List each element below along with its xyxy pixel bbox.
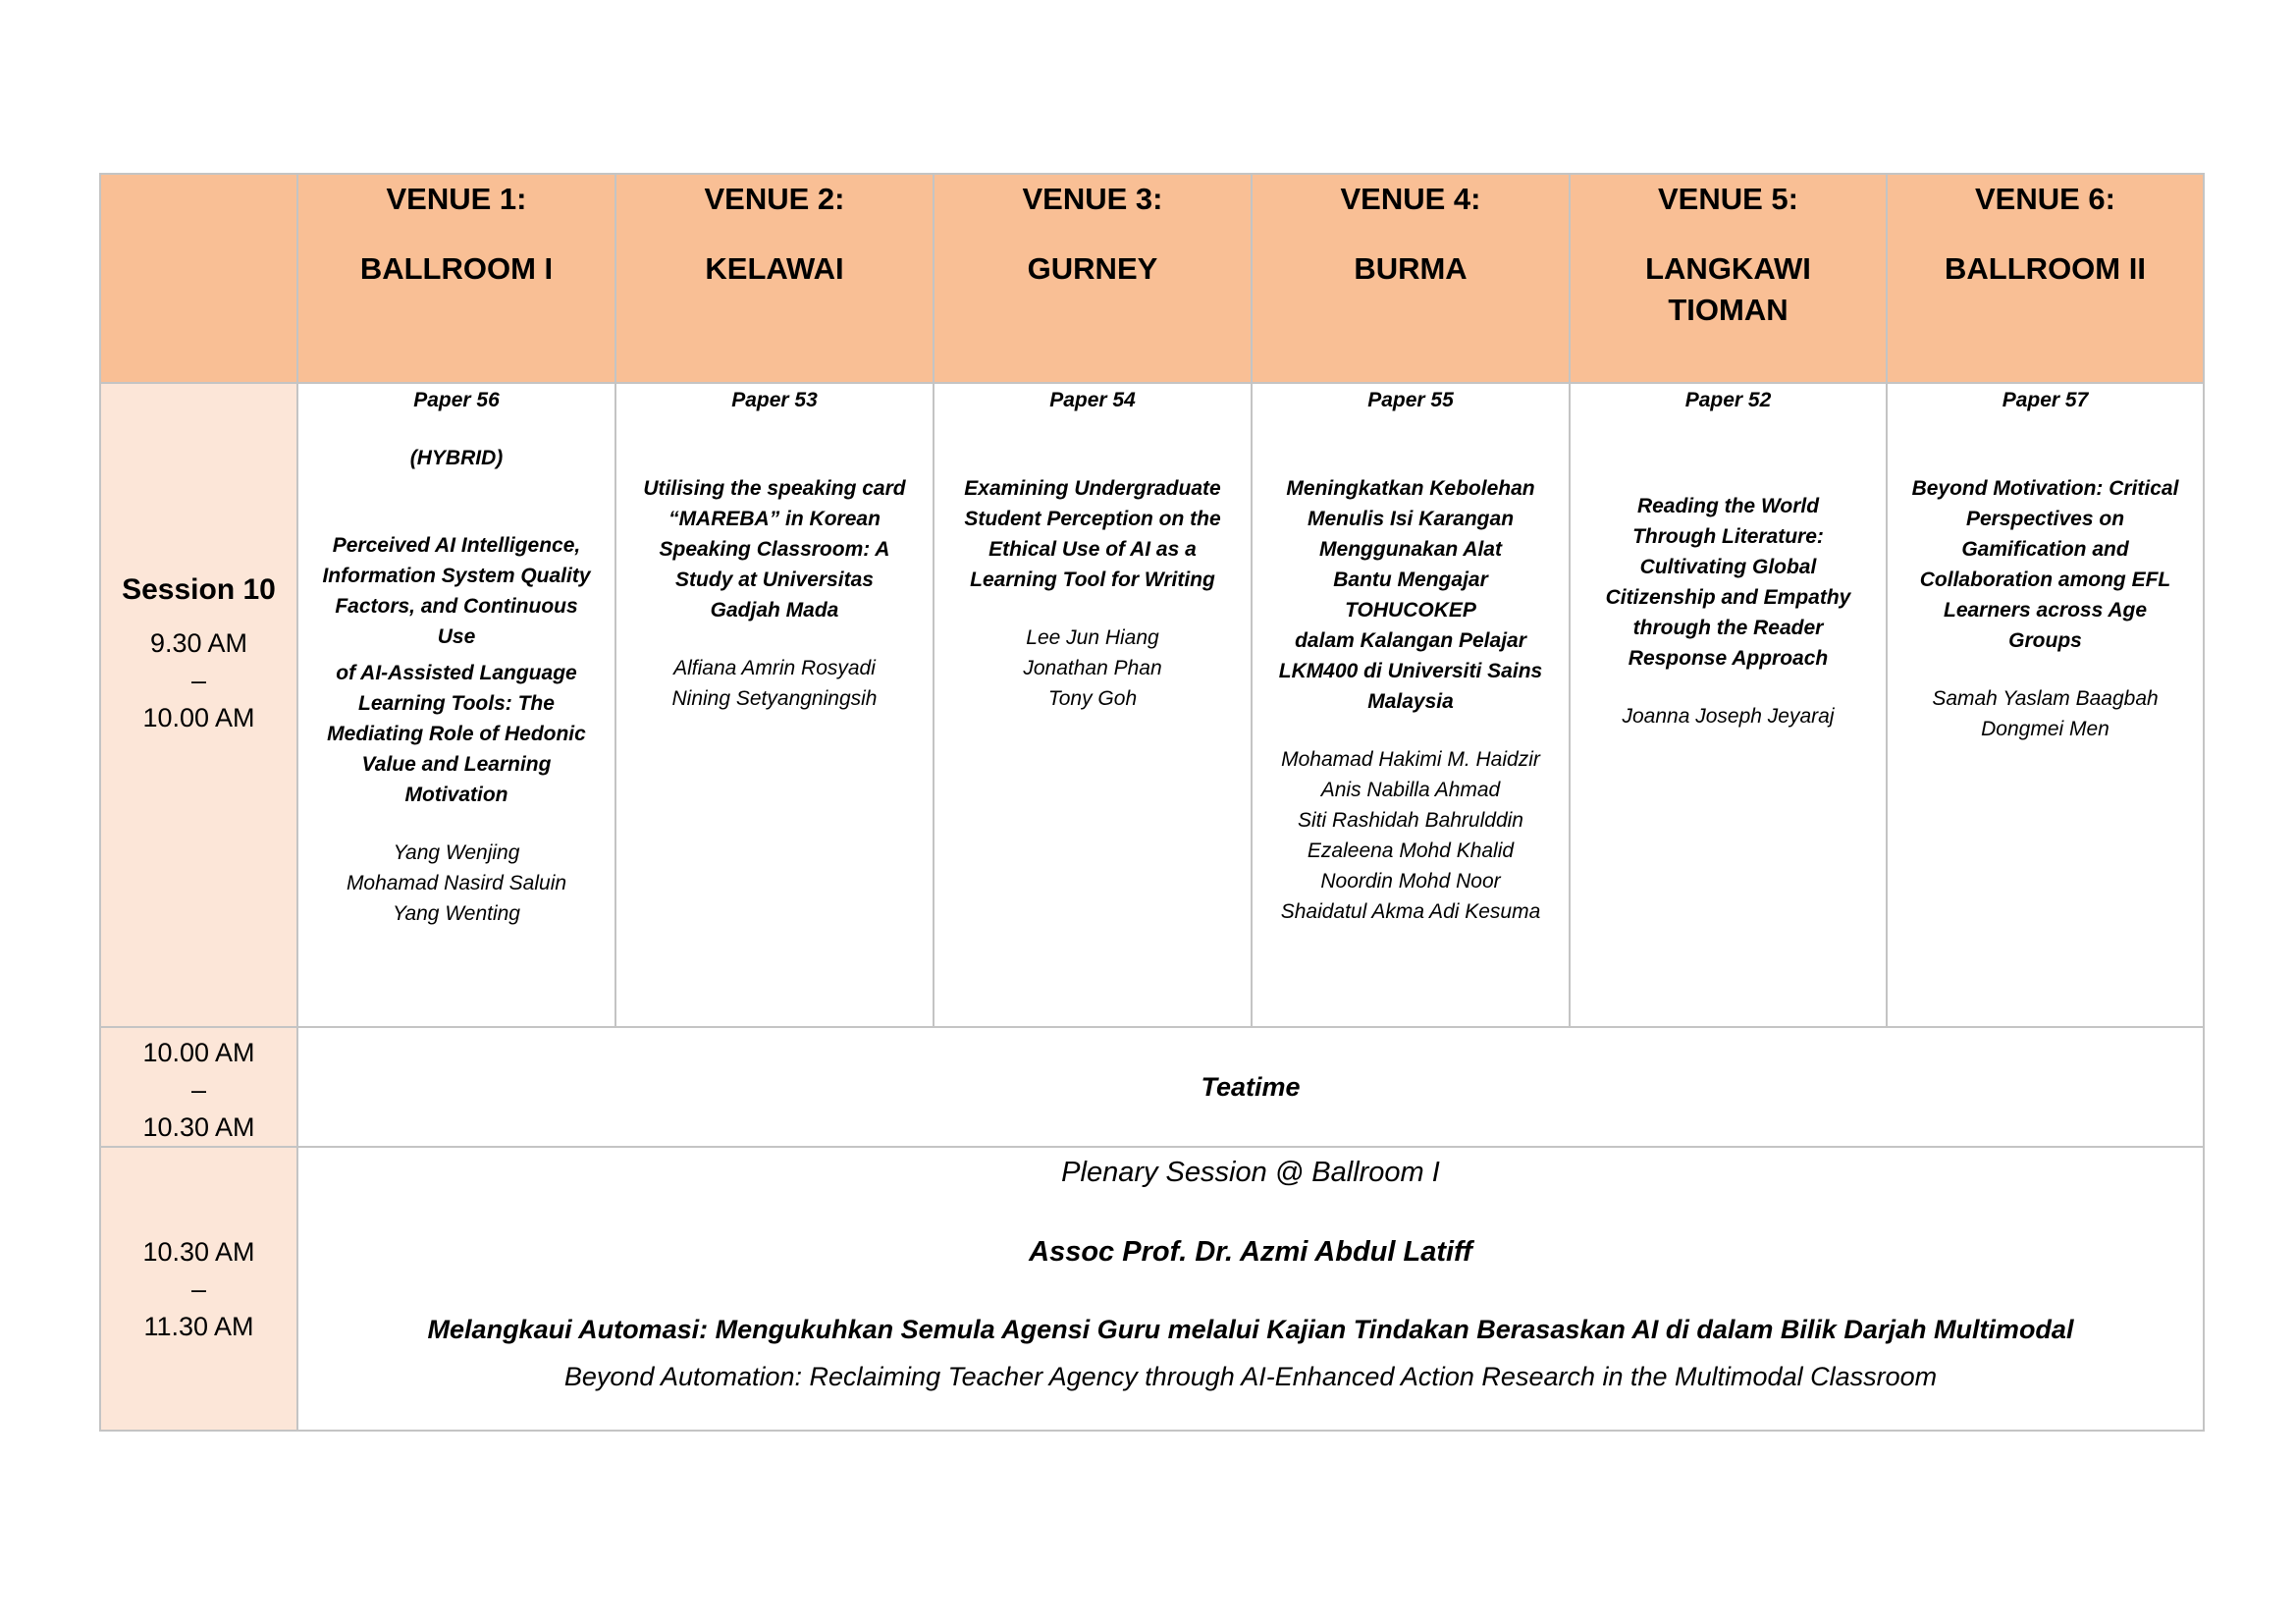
paper-number: Paper 55 xyxy=(1367,389,1454,411)
paper-number: Paper 57 xyxy=(2002,389,2089,411)
venue-name: BURMA xyxy=(1354,251,1468,286)
venue-header-3 xyxy=(934,174,1252,383)
paper-number: Paper 56 xyxy=(413,389,500,411)
paper-cell-venue-5 xyxy=(1570,383,1887,1027)
venue-name: GURNEY xyxy=(1027,251,1158,286)
paper-authors: Alfiana Amrin Rosyadi Nining Setyangningsih xyxy=(671,657,878,710)
schedule-table xyxy=(99,173,2205,1432)
venue-header-1 xyxy=(297,174,615,383)
venue-name: KELAWAI xyxy=(705,251,844,286)
paper-authors: Samah Yaslam Baagbah Dongmei Men xyxy=(1932,687,2159,740)
venue-name: BALLROOM II xyxy=(1945,251,2146,286)
paper-cell-venue-6 xyxy=(1887,383,2204,1027)
paper-title: Perceived AI Intelligence, Information System Quality Factors, and Continuous Use of AI-Assisted Language Learning Tools: The Mediating Role of Hedonic Value and Learning Motivation xyxy=(322,534,591,806)
venue-title: VENUE 1: xyxy=(386,182,527,216)
paper-title: Beyond Motivation: Critical Perspectives on Gamification and Collaboration among EFL Learners across Age Groups xyxy=(1911,477,2179,652)
venue-title: VENUE 2: xyxy=(704,182,845,216)
paper-number: Paper 53 xyxy=(731,389,818,411)
session-label-cell xyxy=(100,383,297,1027)
paper-mode-note: (HYBRID) xyxy=(409,447,504,469)
plenary-cell xyxy=(297,1147,2204,1431)
plenary-title-malay: Melangkaui Automasi: Mengukuhkan Semula Agensi Guru melalui Kajian Tindakan Berasaskan AI di dalam Bilik Darjah Multimodal xyxy=(427,1315,2074,1344)
venue-header-6 xyxy=(1887,174,2204,383)
paper-cell-venue-1 xyxy=(297,383,615,1027)
venue-name: BALLROOM I xyxy=(359,251,554,286)
teatime-label: Teatime xyxy=(297,1027,2204,1147)
venue-header-5 xyxy=(1570,174,1887,383)
paper-authors: Mohamad Hakimi M. Haidzir Anis Nabilla Ahmad Siti Rashidah Bahrulddin Ezaleena Mohd Khalid Noordin Mohd Noor Shaidatul Akma Adi Kesuma xyxy=(1280,748,1541,923)
paper-title: Utilising the speaking card “MAREBA” in Korean Speaking Classroom: A Study at Universitas Gadjah Mada xyxy=(643,477,906,622)
paper-title: Meningkatkan Kebolehan Menulis Isi Karangan Menggunakan Alat Bantu Mengajar TOHUCOKEP dalam Kalangan Pelajar LKM400 di Universiti Sains Malaysia xyxy=(1278,477,1543,713)
venue-title: VENUE 3: xyxy=(1022,182,1163,216)
plenary-time: 10.30 AM – 11.30 AM xyxy=(100,1147,297,1431)
paper-authors: Lee Jun Hiang Jonathan Phan Tony Goh xyxy=(1023,626,1162,710)
session-10-row xyxy=(100,383,2204,1027)
paper-authors: Joanna Joseph Jeyaraj xyxy=(1622,705,1835,728)
paper-number: Paper 54 xyxy=(1049,389,1136,411)
paper-authors: Yang Wenjing Mohamad Nasird Saluin Yang Wenting xyxy=(346,841,567,925)
session-name: Session 10 xyxy=(122,573,276,606)
session-time: 9.30 AM – 10.00 AM xyxy=(142,628,255,732)
venue-header-2 xyxy=(615,174,934,383)
venue-header-row xyxy=(100,174,2204,383)
venue-title: VENUE 6: xyxy=(1975,182,2115,216)
plenary-row xyxy=(100,1147,2204,1431)
venue-title: VENUE 4: xyxy=(1340,182,1481,216)
paper-title: Reading the World Through Literature: Cultivating Global Citizenship and Empathy through the Reader Response Approach xyxy=(1605,495,1851,670)
paper-cell-venue-2 xyxy=(615,383,934,1027)
teatime-time: 10.00 AM – 10.30 AM xyxy=(100,1027,297,1147)
paper-number: Paper 52 xyxy=(1684,389,1772,411)
plenary-venue: Plenary Session @ Ballroom I xyxy=(1061,1157,1440,1188)
paper-cell-venue-3 xyxy=(934,383,1252,1027)
corner-cell xyxy=(100,174,297,383)
paper-title: Examining Undergraduate Student Perception on the Ethical Use of AI as a Learning Tool for Writing xyxy=(964,477,1221,591)
plenary-speaker: Assoc Prof. Dr. Azmi Abdul Latiff xyxy=(1029,1236,1472,1268)
plenary-title-english: Beyond Automation: Reclaiming Teacher Agency through AI-Enhanced Action Research in the Multimodal Classroom xyxy=(563,1362,1938,1391)
teatime-row xyxy=(100,1027,2204,1147)
venue-header-4 xyxy=(1252,174,1570,383)
venue-name: LANGKAWI TIOMAN xyxy=(1645,251,1811,327)
venue-title: VENUE 5: xyxy=(1658,182,1798,216)
paper-cell-venue-4 xyxy=(1252,383,1570,1027)
